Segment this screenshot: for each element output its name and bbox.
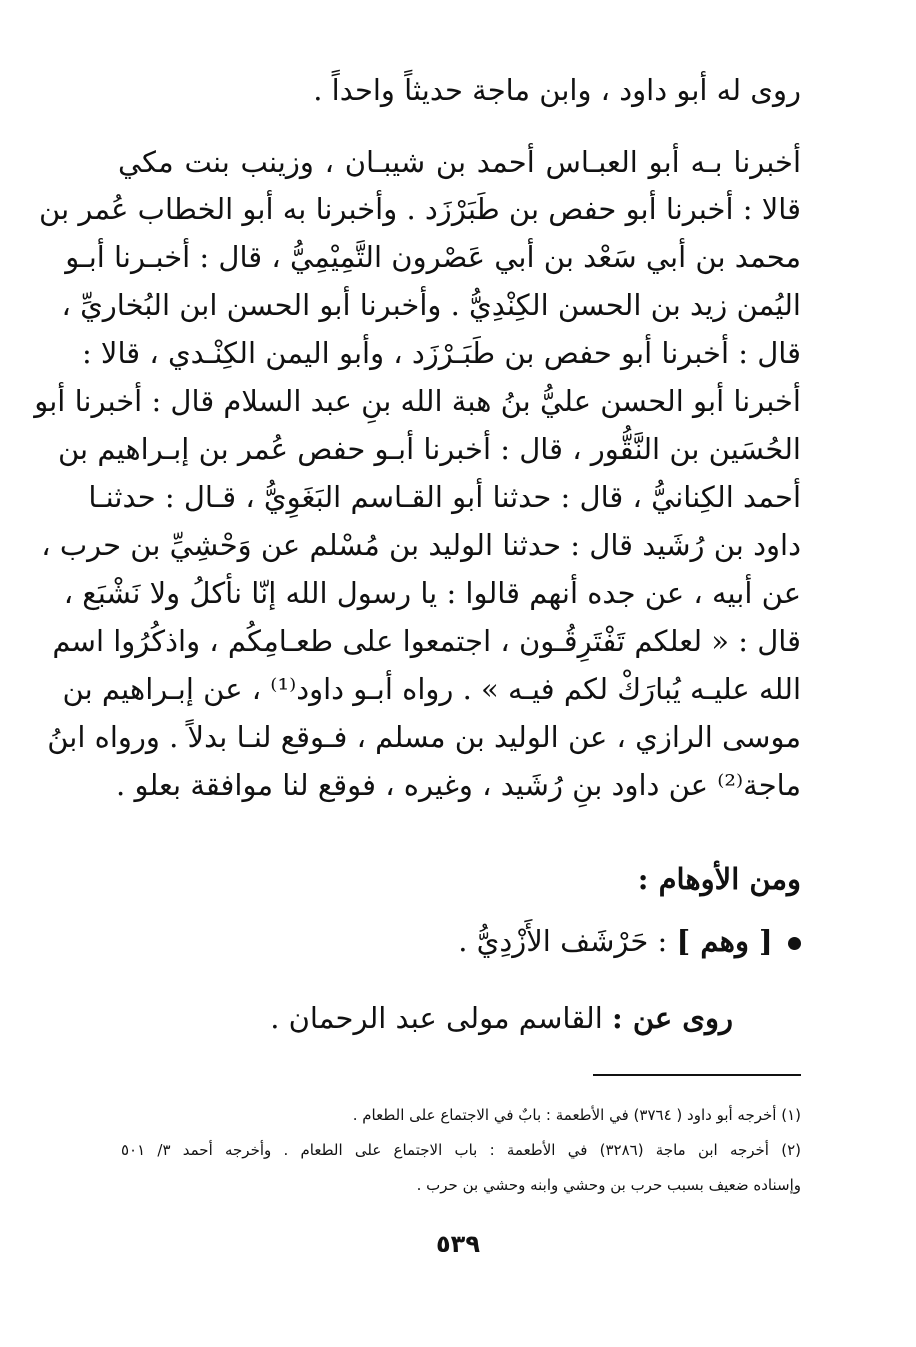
narrates-from-value: القاسم مولى عبد الرحمان . <box>270 1001 603 1035</box>
section-heading: ومن الأوهام : <box>637 862 801 896</box>
paragraph-line: موسى الرازي ، عن الوليد بن مسلم ، فـوقع لنـا بدلاً . ورواه ابنُ <box>47 720 801 754</box>
paragraph-line: قالا : أخبرنا أبو حفص بن طَبَرْزَد . وأخبرنا به أبو الخطاب عُمر بن <box>39 192 801 226</box>
entry-name: : حَرْشَف الأَزْدِيُّ . <box>458 924 668 958</box>
entry-line <box>458 924 801 958</box>
narrates-from-line <box>270 1001 733 1035</box>
paragraph-line: اليُمن زيد بن الحسن الكِنْدِيُّ . وأخبرنا أبو الحسن ابن البُخاريِّ ، <box>61 288 801 322</box>
footnote-divider <box>593 1074 801 1076</box>
footnote: وإسناده ضعيف بسبب حرب بن وحشي وابنه وحشي بن حرب . <box>416 1176 801 1194</box>
top-line: روى له أبو داود ، وابن ماجة حديثاً واحداً . <box>313 73 801 107</box>
footnote: (١) أخرجه أبو داود ( ٣٧٦٤) في الأطعمة : بابٌ في الاجتماع على الطعام . <box>352 1106 801 1124</box>
narrates-from-label: روى عن : <box>612 1001 733 1035</box>
paragraph-line: الحُسَين بن النَّقُّور ، قال : أخبرنا أبـو حفص عُمر بن إبـراهيم بن <box>57 432 801 466</box>
paragraph-line: عن أبيه ، عن جده أنهم قالوا : يا رسول الله إنّا نأكلُ ولا نَشْبَع ، <box>63 576 801 610</box>
paragraph-line: الله عليـه يُبارَكْ لكم فيـه » . رواه أبـو داود⁽¹⁾ ، عن إبـراهيم بن <box>62 672 801 706</box>
entry-bracket-label: [ وهم ] <box>676 924 773 958</box>
paragraph-line: داود بن رُشَيد قال : حدثنا الوليد بن مُسْلم عن وَحْشِيِّ بن حرب ، <box>41 528 801 562</box>
paragraph-line: قال : « لعلكم تَفْتَرِقُـون ، اجتمعوا على طعـامِكُم ، واذكُرُوا اسم <box>52 624 801 658</box>
footnote: (٢) أخرجه ابن ماجة (٣٢٨٦) في الأطعمة : باب الاجتماع على الطعام . وأخرجه أحمد ٣/ ٥٠١ <box>121 1141 801 1159</box>
paragraph-line: ماجة⁽²⁾ عن داود بنِ رُشَيد ، وغيره ، فوقع لنا موافقة بعلو . <box>116 768 801 802</box>
paragraph-line: أحمد الكِنانيُّ ، قال : حدثنا أبو القـاسم البَغَوِيُّ ، قـال : حدثنـا <box>88 480 801 514</box>
page-number: ٥٣٩ <box>436 1230 480 1258</box>
paragraph-line: أخبرنا أبو الحسن عليُّ بنُ هبة الله بنِ عبد السلام قال : أخبرنا أبو <box>34 384 801 418</box>
paragraph-line: قال : أخبرنا أبو حفص بن طَبَـرْزَد ، وأبو اليمن الكِنْـدي ، قالا : <box>81 336 801 370</box>
paragraph-line: أخبرنا بـه أبو العبـاس أحمد بن شيبـان ، وزينب بنت مكي <box>118 145 801 179</box>
bullet-icon <box>788 937 801 950</box>
paragraph-line: محمد بن أبي سَعْد بن أبي عَصْرون التَّمِيْمِيُّ ، قال : أخبـرنا أبـو <box>65 240 801 274</box>
